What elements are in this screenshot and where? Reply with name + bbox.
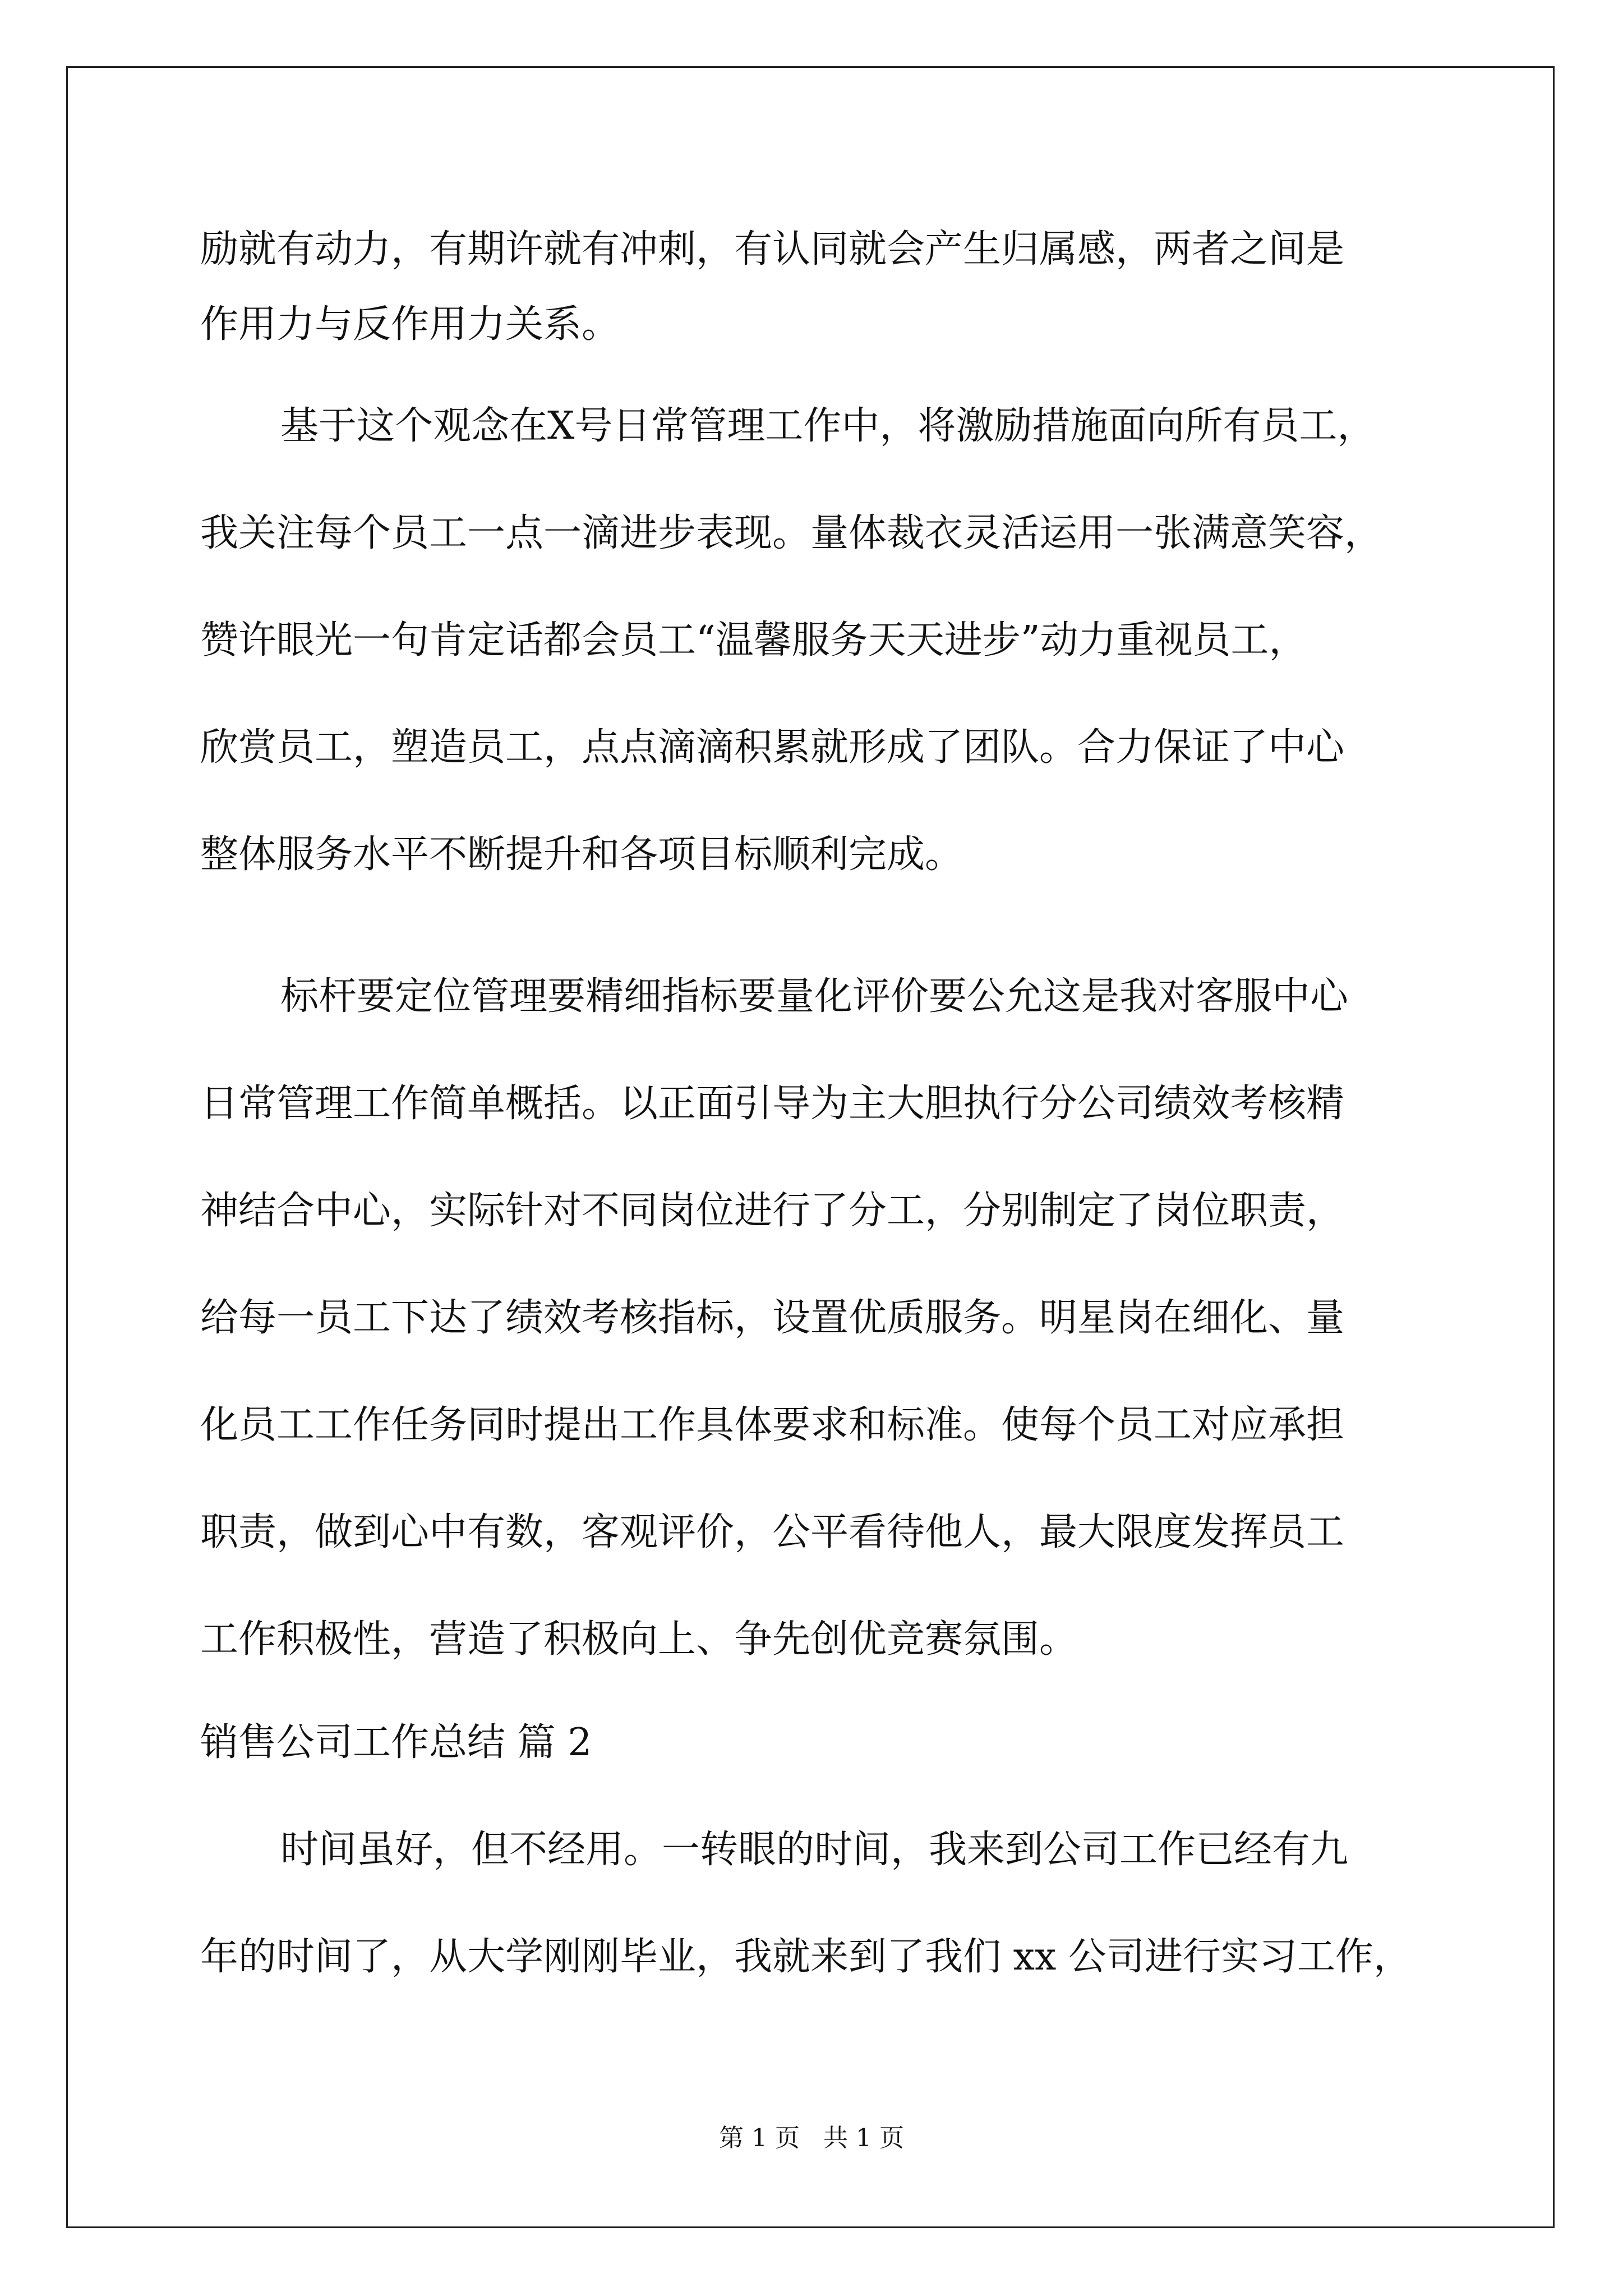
paragraph-3-line-7: 工作积极性，营造了积极向上、争先创优竞赛氛围。 [200,1617,1078,1662]
paragraph-2-line-2: 我关注每个员工一点一滴进步表现。量体裁衣灵活运用一张满意笑容， [200,511,1383,555]
page-number: 第 1 页 [719,2124,800,2152]
paragraph-3-line-3: 神结合中心，实际针对不同岗位进行了分工，分别制定了岗位职责， [200,1189,1345,1233]
paragraph-3-line-5: 化员工工作任务同时提出工作具体要求和标准。使每个员工对应承担 [200,1403,1345,1447]
section-paragraph-line-1: 时间虽好，但不经用。一转眼的时间，我来到公司工作已经有九 [280,1828,1349,1872]
paragraph-2-line-3: 赞许眼光一句肯定话都会员工“温馨服务天天进步”动力重视员工， [200,618,1307,662]
section-heading: 销售公司工作总结 篇 2 [200,1720,592,1765]
paragraph-1-line-1: 励就有动力，有期许就有冲刺，有认同就会产生归属感，两者之间是 [200,227,1345,272]
paragraph-3-line-1: 标杆要定位管理要精细指标要量化评价要公允这是我对客服中心 [280,974,1349,1019]
section-paragraph-line-2: 年的时间了，从大学刚刚毕业，我就来到了我们 xx 公司进行实习工作， [200,1935,1412,1979]
paragraph-2-line-1: 基于这个观念在X号日常管理工作中，将激励措施面向所有员工， [280,404,1376,448]
paragraph-2-line-4: 欣赏员工，塑造员工，点点滴滴积累就形成了团队。合力保证了中心 [200,725,1345,770]
paragraph-2-line-5: 整体服务水平不断提升和各项目标顺利完成。 [200,832,963,877]
paragraph-3-line-2: 日常管理工作简单概括。以正面引导为主大胆执行分公司绩效考核精 [200,1082,1345,1126]
paragraph-1-line-2: 作用力与反作用力关系。 [200,302,620,347]
paragraph-3-line-6: 职责，做到心中有数，客观评价，公平看待他人，最大限度发挥员工 [200,1510,1345,1554]
page-border [66,66,1555,2228]
paragraph-3-line-4: 给每一员工下达了绩效考核指标，设置优质服务。明星岗在细化、量 [200,1296,1345,1340]
page-total: 共 1 页 [823,2124,904,2152]
page-footer [0,2123,1623,2154]
